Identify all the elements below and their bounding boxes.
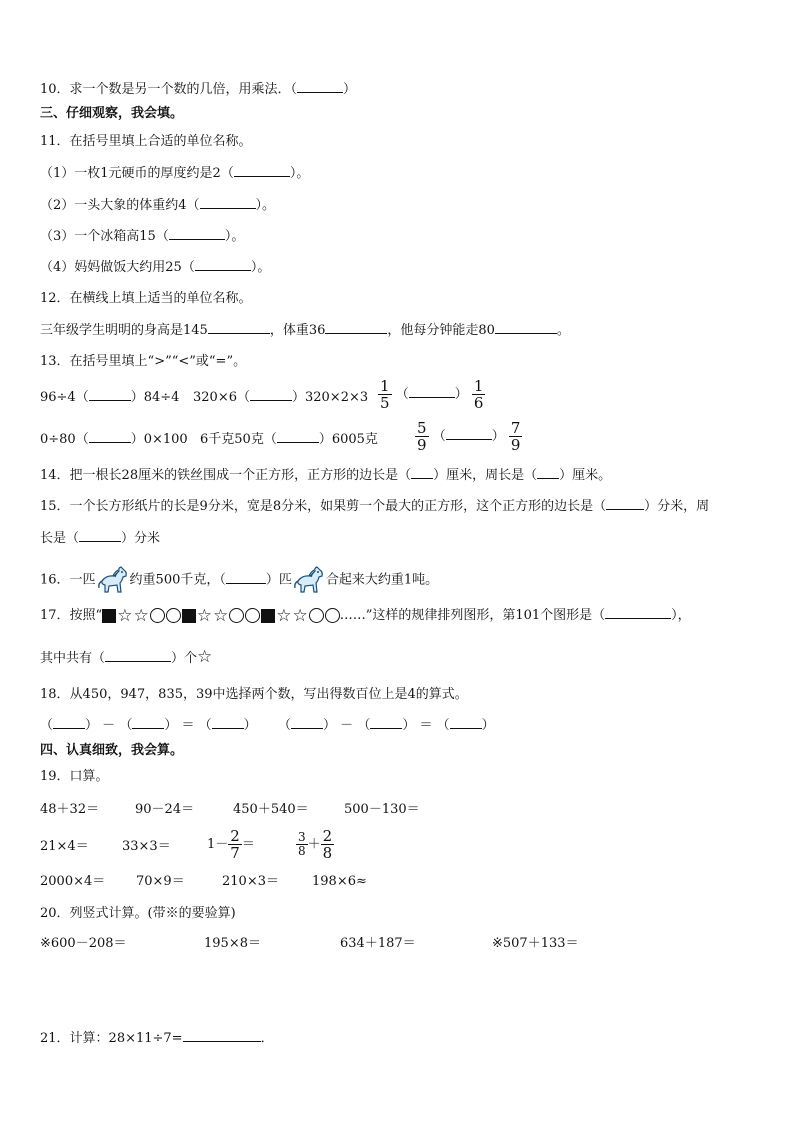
answer-blank[interactable] — [132, 716, 164, 729]
question-13-fraction-compare-2: $\frac{5}{9}$ （ ） $\frac{7}{9}$ — [417, 419, 521, 454]
circle-icon — [229, 608, 244, 623]
question-17-line-1: 17．按照“ ☆ ☆ ☆ ☆ ☆ ☆ ……”这样的规律排列图形，第101个图形是（ ）， — [40, 605, 691, 626]
answer-blank[interactable] — [446, 427, 492, 440]
question-11-item-4: （4）妈妈做饭大约用25（ ）。 — [40, 260, 271, 275]
question-14: 14．把一根长28厘米的铁丝围成一个正方形，正方形的边长是（ ）厘米，周长是（ ）厘米。 — [40, 468, 612, 483]
horse-icon — [292, 565, 326, 595]
answer-blank[interactable] — [208, 321, 270, 334]
answer-blank[interactable] — [105, 649, 171, 662]
question-21: 21．计算：28×11÷7= ． — [40, 1031, 274, 1046]
calc-item: 210×3＝ — [222, 874, 279, 889]
fraction: $\frac{2}{8}$ — [322, 827, 333, 862]
answer-blank[interactable] — [195, 258, 251, 271]
square-icon — [182, 609, 196, 623]
question-17-line-2: 其中共有（ ）个☆ — [40, 647, 213, 667]
fraction: $\frac{5}{9}$ — [417, 419, 427, 454]
calc-item: 33×3＝ — [122, 839, 171, 854]
calc-item-fraction: 1－ $\frac{2}{7}$ ＝ — [207, 827, 255, 862]
question-16: 16．一匹 约重500千克，（ ）匹 合起来大约重1吨。 — [40, 565, 438, 595]
answer-blank[interactable] — [250, 388, 292, 401]
answer-blank[interactable] — [277, 430, 319, 443]
fraction: $\frac{1}{6}$ — [473, 377, 484, 412]
answer-blank[interactable] — [370, 716, 402, 729]
circle-icon — [150, 608, 165, 623]
vertical-calc-item: 195×8＝ — [204, 936, 261, 951]
fraction: $\frac{2}{7}$ — [230, 827, 240, 862]
answer-blank[interactable] — [89, 430, 131, 443]
fraction: $\frac{3}{8}$ — [298, 830, 306, 858]
question-11-item-3: （3）一个冰箱高15（ ）。 — [40, 229, 245, 244]
calc-item: 21×4＝ — [40, 839, 89, 854]
question-13-fraction-compare-1: $\frac{1}{5}$ （ ） $\frac{1}{6}$ — [380, 377, 484, 412]
circle-icon — [245, 608, 260, 623]
answer-blank[interactable] — [53, 716, 85, 729]
answer-blank[interactable] — [537, 466, 559, 479]
star-icon: ☆ — [197, 647, 213, 667]
answer-blank[interactable] — [234, 164, 290, 177]
answer-blank[interactable] — [79, 529, 121, 542]
question-12-body: 三年级学生明明的身高是145 ，体重36 ，他每分钟能走80 。 — [40, 323, 570, 338]
question-13-row-1b: 320×6（ ）320×2×3 — [193, 390, 369, 405]
question-12-stem: 12．在横线上填上适当的单位名称。 — [40, 291, 252, 306]
fraction: $\frac{1}{5}$ — [380, 377, 390, 412]
answer-blank[interactable] — [169, 227, 225, 240]
answer-blank[interactable] — [606, 497, 644, 510]
answer-blank[interactable] — [411, 466, 433, 479]
calc-item: 90－24＝ — [135, 802, 195, 817]
square-icon — [102, 609, 116, 623]
question-13-row-2a: 0÷80（ ）0×100 — [40, 432, 188, 447]
section-4-heading: 四、认真细致，我会算。 — [40, 743, 184, 758]
circle-icon — [325, 608, 340, 623]
question-18-equation-1: （ ） － （ ） ＝ （ ） — [40, 718, 257, 733]
section-3-heading: 三、仔细观察，我会填。 — [40, 106, 184, 121]
star-icon: ☆ — [292, 605, 308, 626]
calc-item: 198×6≈ — [312, 874, 367, 889]
circle-icon — [166, 608, 181, 623]
answer-blank[interactable] — [325, 321, 387, 334]
star-icon: ☆ — [196, 605, 212, 626]
answer-blank[interactable] — [409, 385, 455, 398]
answer-blank[interactable] — [183, 1029, 261, 1042]
star-icon: ☆ — [133, 605, 149, 626]
star-icon: ☆ — [276, 605, 292, 626]
square-icon — [261, 609, 275, 623]
shape-sequence — [102, 605, 340, 626]
calc-item: 48＋32＝ — [40, 802, 100, 817]
calc-item: 2000×4＝ — [40, 874, 106, 889]
question-10: 10．求一个数是另一个数的几倍，用乘法．（ ） — [40, 82, 357, 97]
answer-blank[interactable] — [450, 716, 482, 729]
question-15-line-2: 长是（ ）分米 — [40, 531, 161, 546]
question-13-row-2b: 6千克50克（ ）6005克 — [200, 432, 378, 447]
question-15-line-1: 15．一个长方形纸片的长是9分米，宽是8分米，如果剪一个最大的正方形，这个正方形的边长是（ ）分米，周 — [40, 499, 710, 514]
vertical-calc-item: ※507＋133＝ — [492, 936, 579, 951]
question-11-item-1: （1）一枚1元硬币的厚度约是2（ ）。 — [40, 166, 310, 181]
answer-blank[interactable] — [291, 716, 323, 729]
question-18-stem: 18．从450，947，835，39中选择两个数，写出得数百位上是4的算式。 — [40, 687, 468, 702]
question-20-stem: 20．列竖式计算。(带※的要验算) — [40, 906, 236, 921]
circle-icon — [309, 608, 324, 623]
question-11-stem: 11．在括号里填上合适的单位名称。 — [40, 134, 252, 149]
question-13-stem: 13．在括号里填上“>”“<”或“=”。 — [40, 354, 247, 369]
star-icon: ☆ — [212, 605, 229, 626]
answer-blank[interactable] — [297, 80, 343, 93]
question-19-stem: 19．口算。 — [40, 769, 109, 784]
answer-blank[interactable] — [200, 196, 256, 209]
calc-item: 500－130＝ — [344, 802, 420, 817]
question-13-row-1a: 96÷4（ ）84÷4 — [40, 390, 180, 405]
answer-blank[interactable] — [495, 321, 557, 334]
answer-blank[interactable] — [605, 606, 671, 619]
calc-item: 450＋540＝ — [233, 802, 309, 817]
calc-item: 70×9＝ — [136, 874, 185, 889]
vertical-calc-item: ※600－208＝ — [40, 936, 127, 951]
question-18-equation-2: （ ） － （ ） ＝ （ ） — [278, 718, 495, 733]
answer-blank[interactable] — [89, 388, 131, 401]
answer-blank[interactable] — [212, 716, 244, 729]
calc-item-fraction: $\frac{3}{8}$ ＋ $\frac{2}{8}$ — [298, 827, 333, 862]
star-icon: ☆ — [117, 605, 133, 626]
horse-icon — [96, 565, 130, 595]
fraction: $\frac{7}{9}$ — [510, 419, 521, 454]
answer-blank[interactable] — [226, 571, 266, 584]
question-11-item-2: （2）一头大象的体重约4（ ）。 — [40, 198, 276, 213]
vertical-calc-item: 634＋187＝ — [340, 936, 416, 951]
